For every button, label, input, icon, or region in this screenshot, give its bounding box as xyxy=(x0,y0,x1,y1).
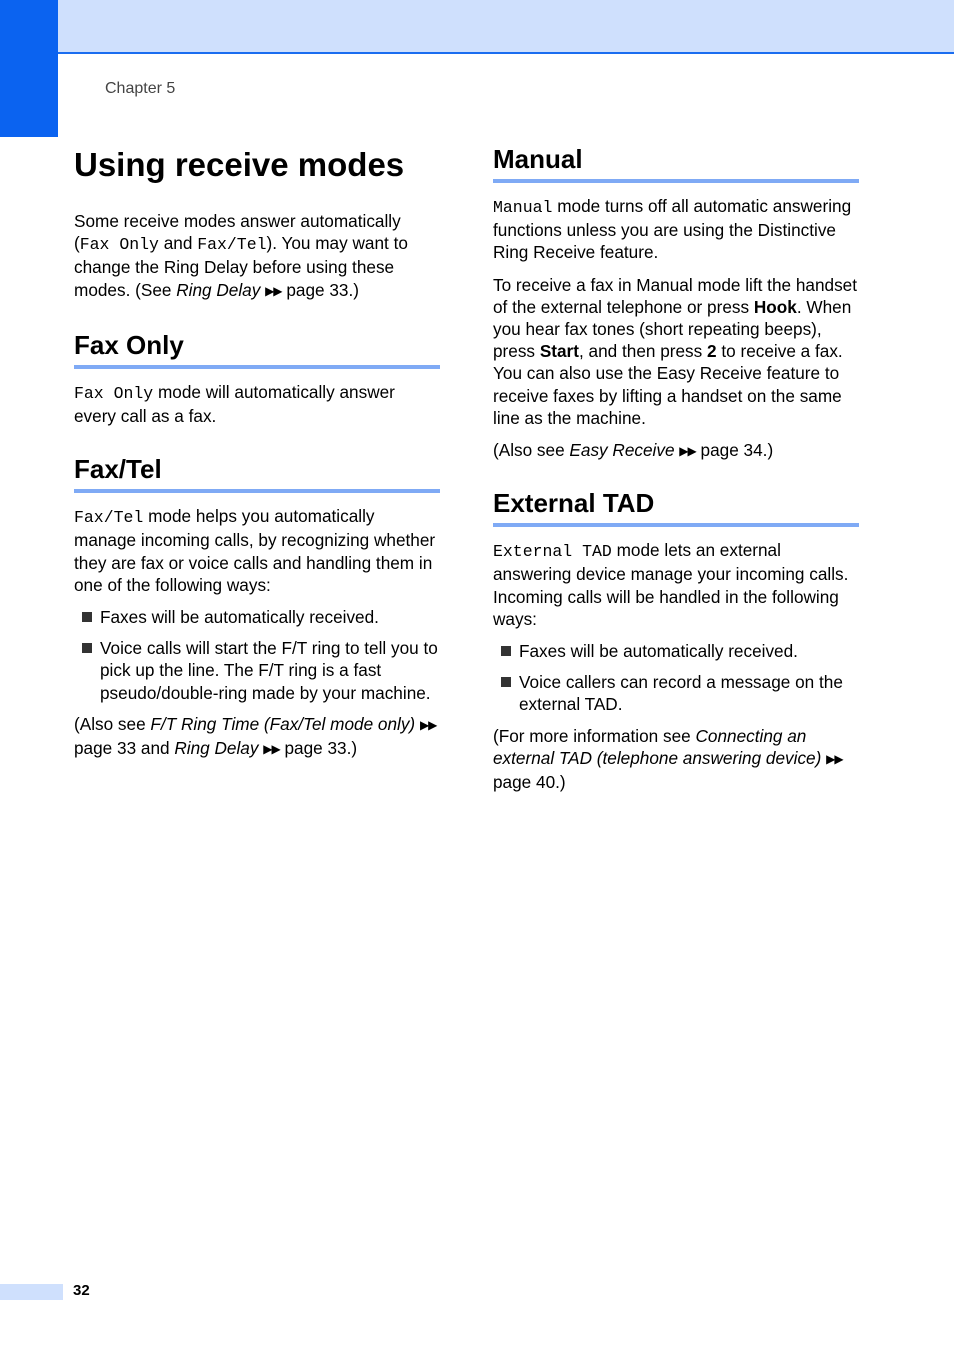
heading-fax-only: Fax Only xyxy=(74,329,440,369)
bullet-square-icon xyxy=(501,677,511,687)
link-easy-receive: Easy Receive xyxy=(569,440,675,461)
arrow-icon: ▶▶ xyxy=(826,751,843,766)
bullet-square-icon xyxy=(501,646,511,656)
link-ring-delay: Ring Delay xyxy=(174,738,259,759)
list-item: Voice calls will start the F/T ring to tell you to pick up the line. The F/T ring is a fast pseudo/double-ring made by your machine. xyxy=(74,637,440,704)
external-tad-list xyxy=(493,640,859,716)
fax-tel-paragraph: Fax/Tel mode helps you automatically manage incoming calls, by recognizing whether they are fax or voice calls and handling them in one of the following ways: xyxy=(74,506,436,595)
manual-note: (Also see Easy Receive ▶▶ page 34.) xyxy=(493,440,774,461)
external-tad-note: (For more information see Connecting an external TAD (telephone answering device) ▶▶ page 40.) xyxy=(493,725,843,793)
manual-instructions: To receive a fax in Manual mode lift the handset of the external telephone or press Hook. When you hear fax tones (short repeating beeps), press Start, and then press 2 to receive a fax. You can also use the Easy Receive feature to receive faxes by lifting a handset on the same line as the machine. xyxy=(493,274,858,428)
heading-fax-tel: Fax/Tel xyxy=(74,453,440,493)
page-number: 32 xyxy=(73,1282,90,1299)
list-item: Voice callers can record a message on the external TAD. xyxy=(493,671,859,715)
link-ring-delay: Ring Delay xyxy=(176,279,261,300)
fax-tel-list xyxy=(74,606,440,704)
arrow-icon: ▶▶ xyxy=(263,742,280,757)
list-item: Faxes will be automatically received. xyxy=(74,606,440,628)
manual-paragraph: Manual mode turns off all automatic answering functions unless you are using the Distinctive Ring Receive feature. xyxy=(493,196,852,263)
arrow-icon: ▶▶ xyxy=(265,283,282,298)
header-band xyxy=(0,0,954,54)
right-column xyxy=(493,140,859,793)
external-tad-paragraph: External TAD mode lets an external answering device manage your incoming calls. Incoming calls will be handled in the following ways: xyxy=(493,540,849,629)
chapter-label: Chapter 5 xyxy=(105,80,176,97)
heading-external-tad: External TAD xyxy=(493,487,859,527)
footer-band xyxy=(0,1284,63,1300)
left-column xyxy=(74,140,440,761)
fax-only-paragraph: Fax Only mode will automatically answer every call as a fax. xyxy=(74,381,395,427)
link-connecting-external-tad: Connecting an external TAD (telephone answering device) xyxy=(493,725,822,768)
bullet-square-icon xyxy=(82,643,92,653)
bullet-square-icon xyxy=(82,612,92,622)
arrow-icon: ▶▶ xyxy=(419,717,437,732)
fax-tel-note: (Also see F/T Ring Time (Fax/Tel mode only) ▶▶ page 33 and Ring Delay ▶▶ page 33.) xyxy=(74,713,437,759)
intro-paragraph: Some receive modes answer automatically (Fax Only and Fax/Tel). You may want to change the Ring Delay before using these modes. (See Ring Delay ▶▶ page 33.) xyxy=(74,211,408,300)
page-title: Using receive modes xyxy=(74,146,405,183)
chapter-tab xyxy=(0,0,58,137)
heading-manual: Manual xyxy=(493,143,859,183)
link-ft-ring-time: F/T Ring Time (Fax/Tel mode only) xyxy=(150,713,416,734)
list-item: Faxes will be automatically received. xyxy=(493,640,859,662)
arrow-icon: ▶▶ xyxy=(679,444,696,459)
